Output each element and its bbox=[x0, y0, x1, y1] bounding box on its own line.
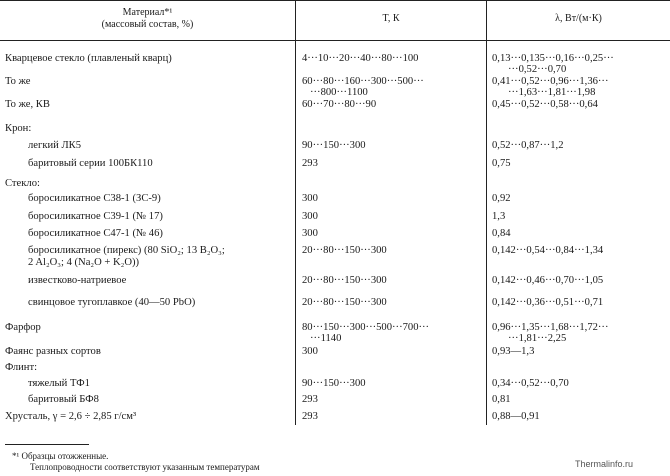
row-conductivity: 0,92 bbox=[492, 193, 511, 204]
row-conductivity: 0,84 bbox=[492, 228, 511, 239]
row-material: Фаянс разных сортов bbox=[5, 346, 101, 357]
row-conductivity-cont: ···1,63···1,81···1,98 bbox=[508, 87, 596, 98]
row-conductivity: 0,93—1,3 bbox=[492, 346, 535, 357]
row-material: свинцовое тугоплавкое (40—50 PbO) bbox=[28, 297, 196, 308]
header-bottom-rule bbox=[0, 40, 670, 41]
row-temperature-cont: ···1140 bbox=[310, 333, 342, 344]
row-conductivity: 0,75 bbox=[492, 158, 511, 169]
row-temperature: 293 bbox=[302, 158, 318, 169]
row-material: боросиликатное (пирекс) (80 SiO₂; 13 B₂O₃; bbox=[28, 245, 225, 256]
row-conductivity: 0,142···0,36···0,51···0,71 bbox=[492, 297, 604, 308]
row-temperature: 60···70···80···90 bbox=[302, 99, 377, 110]
header-material bbox=[0, 7, 295, 31]
row-temperature: 300 bbox=[302, 228, 318, 239]
table-top-rule bbox=[0, 0, 670, 1]
row-temperature: 4···10···20···40···80···100 bbox=[302, 53, 419, 64]
row-material: То же bbox=[5, 76, 31, 87]
row-conductivity-cont: ···1,81···2,25 bbox=[508, 333, 567, 344]
header-temperature: T, К bbox=[382, 13, 400, 24]
row-temperature: 300 bbox=[302, 211, 318, 222]
row-temperature: 20···80···150···300 bbox=[302, 275, 387, 286]
group-heading: Флинт: bbox=[5, 362, 38, 373]
row-conductivity: 0,142···0,54···0,84···1,34 bbox=[492, 245, 604, 256]
column-divider-1 bbox=[295, 0, 296, 425]
group-heading: Крон: bbox=[5, 123, 32, 134]
footnote-line-1: *¹ Образцы отожженные. bbox=[12, 451, 109, 461]
footnote-line-2: Теплопроводности соответствуют указанным температурам bbox=[30, 462, 260, 472]
row-material: баритовый серии 100БК110 bbox=[28, 158, 153, 169]
row-temperature: 20···80···150···300 bbox=[302, 245, 387, 256]
row-temperature-cont: ···800···1100 bbox=[310, 87, 368, 98]
footnote-rule bbox=[5, 444, 89, 445]
row-conductivity: 0,88—0,91 bbox=[492, 411, 540, 422]
row-conductivity: 0,96···1,35···1,68···1,72··· bbox=[492, 322, 609, 333]
row-material: легкий ЛК5 bbox=[28, 140, 82, 151]
row-temperature: 293 bbox=[302, 411, 318, 422]
row-material: баритовый БФ8 bbox=[28, 394, 99, 405]
column-divider-2 bbox=[486, 0, 487, 425]
row-material: известково-натриевое bbox=[28, 275, 127, 286]
row-conductivity: 0,41···0,52···0,96···1,36··· bbox=[492, 76, 609, 87]
row-material: боросиликатное С38-1 (ЗС-9) bbox=[28, 193, 161, 204]
row-material-cont: 2 Al₂O₃; 4 (Na₂O + K₂O)) bbox=[28, 257, 140, 268]
row-temperature: 293 bbox=[302, 394, 318, 405]
header-material-name: Материал*¹ bbox=[122, 7, 173, 18]
group-heading: Стекло: bbox=[5, 178, 40, 189]
row-temperature: 90···150···300 bbox=[302, 140, 366, 151]
row-conductivity: 0,142···0,46···0,70···1,05 bbox=[492, 275, 604, 286]
row-material: Фарфор bbox=[5, 322, 41, 333]
row-conductivity: 0,13···0,135···0,16···0,25··· bbox=[492, 53, 614, 64]
row-conductivity: 1,3 bbox=[492, 211, 506, 222]
row-temperature: 300 bbox=[302, 346, 318, 357]
row-conductivity: 0,81 bbox=[492, 394, 511, 405]
row-temperature: 60···80···160···300···500··· bbox=[302, 76, 424, 87]
row-temperature: 80···150···300···500···700··· bbox=[302, 322, 430, 333]
row-material: тяжелый ТФ1 bbox=[28, 378, 90, 389]
row-conductivity-cont: ···0,52···0,70 bbox=[508, 64, 567, 75]
row-temperature: 90···150···300 bbox=[302, 378, 366, 389]
header-conductivity: λ, Вт/(м·К) bbox=[555, 13, 602, 24]
row-conductivity: 0,34···0,52···0,70 bbox=[492, 378, 569, 389]
row-material: боросиликатное С47-1 (№ 46) bbox=[28, 228, 163, 239]
row-material: Кварцевое стекло (плавленый кварц) bbox=[5, 53, 172, 64]
row-temperature: 20···80···150···300 bbox=[302, 297, 387, 308]
row-temperature: 300 bbox=[302, 193, 318, 204]
site-watermark: Thermalinfo.ru bbox=[575, 459, 634, 469]
row-conductivity: 0,45···0,52···0,58···0,64 bbox=[492, 99, 598, 110]
row-material: То же, КВ bbox=[5, 99, 50, 110]
row-conductivity: 0,52···0,87···1,2 bbox=[492, 140, 564, 151]
row-material: боросиликатное С39-1 (№ 17) bbox=[28, 211, 163, 222]
header-material-composition: (массовый состав, %) bbox=[101, 19, 194, 30]
row-material: Хрусталь, γ = 2,6 ÷ 2,85 г/см³ bbox=[5, 411, 137, 422]
